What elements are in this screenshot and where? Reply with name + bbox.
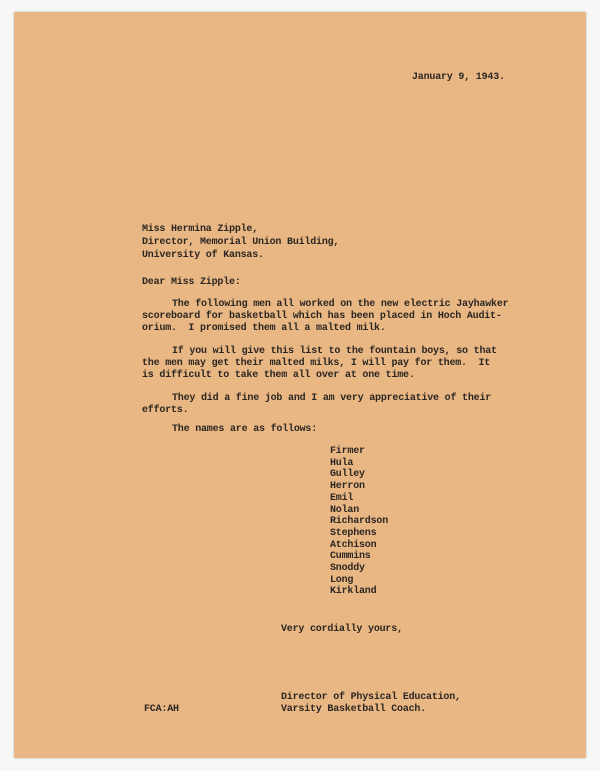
paragraph-1-line-3: orium. I promised them all a malted milk. <box>142 323 386 334</box>
paragraph-3-line-1: They did a fine job and I am very appreciative of their <box>172 393 492 404</box>
paragraph-2-line-2: the men may get their malted milks, I will pay for them. It <box>142 358 491 369</box>
name-item: Cummins <box>330 551 371 563</box>
paragraph-2-line-3: is difficult to take them all over at one time. <box>142 370 415 381</box>
name-item: Gulley <box>330 469 365 481</box>
recipient-title: Director, Memorial Union Building, <box>142 237 340 248</box>
signature-title-line-1: Director of Physical Education, <box>281 692 461 703</box>
typist-initials: FCA:AH <box>144 704 179 715</box>
closing: Very cordially yours, <box>281 624 403 635</box>
name-item: Hula <box>330 457 354 469</box>
name-item: Richardson <box>330 516 389 528</box>
recipient-institution: University of Kansas. <box>142 250 264 261</box>
name-item: Snoddy <box>330 563 365 575</box>
salutation: Dear Miss Zipple: <box>142 277 241 288</box>
paragraph-2-line-1: If you will give this list to the fountain boys, so that <box>172 346 497 357</box>
name-item: Nolan <box>330 504 360 516</box>
name-item: Atchison <box>330 539 377 551</box>
paragraph-1-line-2: scoreboard for basketball which has been placed in Hoch Audit- <box>142 311 502 322</box>
name-item: Firmer <box>330 446 365 457</box>
letter-page <box>14 12 586 758</box>
names-intro: The names are as follows: <box>172 424 318 435</box>
signature-title-line-2: Varsity Basketball Coach. <box>281 704 427 715</box>
name-item: Emil <box>330 492 354 504</box>
name-item: Long <box>330 574 354 586</box>
names-list <box>330 446 388 598</box>
name-item: Kirkland <box>330 586 377 598</box>
paragraph-3-line-2: efforts. <box>142 405 189 416</box>
name-item: Stephens <box>330 527 377 539</box>
paragraph-1-line-1: The following men all worked on the new electric Jayhawker <box>172 299 509 310</box>
letter-date: January 9, 1943. <box>412 72 505 83</box>
name-item: Herron <box>330 481 365 493</box>
recipient-name: Miss Hermina Zipple, <box>142 224 259 235</box>
